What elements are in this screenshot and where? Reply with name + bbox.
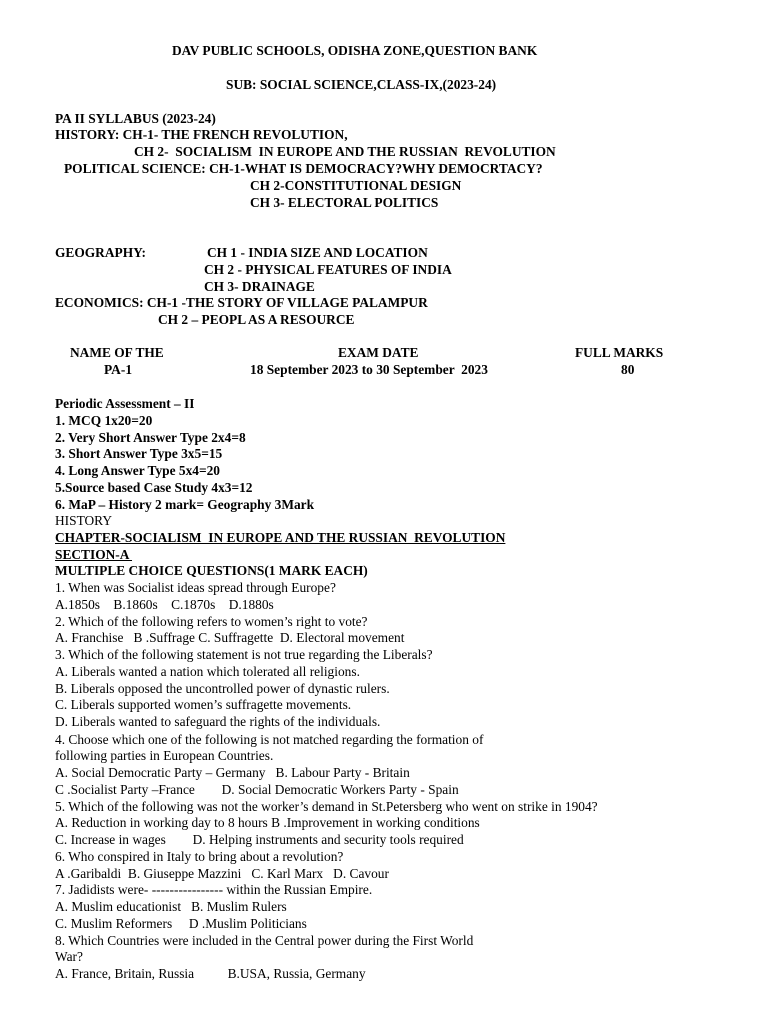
document-title: DAV PUBLIC SCHOOLS, ODISHA ZONE,QUESTION BANK [172,43,538,58]
pattern-item: 6. MaP – History 2 mark= Geography 3Mark [55,497,315,512]
question-line: A. Social Democratic Party – Germany B. Labour Party - Britain [55,765,410,780]
question-type-heading: MULTIPLE CHOICE QUESTIONS(1 MARK EACH) [55,563,368,578]
subject-line: SUB: SOCIAL SCIENCE,CLASS-IX,(2023-24) [226,77,497,92]
economics-chapter-2: CH 2 – PEOPL AS A RESOURCE [158,312,355,327]
economics-chapter-1: ECONOMICS: CH-1 -THE STORY OF VILLAGE PALAMPUR [55,295,428,310]
question-line: A .Garibaldi B. Giuseppe Mazzini C. Karl Marx D. Cavour [55,866,389,881]
question-line: C. Liberals supported women’s suffragette movements. [55,697,352,712]
exam-table-header-name: NAME OF THE [70,345,164,360]
question-line: A. France, Britain, Russia B.USA, Russia, Germany [55,966,366,981]
geography-chapter-2: CH 2 - PHYSICAL FEATURES OF INDIA [204,262,452,277]
syllabus-heading: PA II SYLLABUS (2023-24) [55,111,216,126]
pattern-item: 3. Short Answer Type 3x5=15 [55,446,223,461]
section-heading: SECTION-A [55,547,133,562]
question-line: D. Liberals wanted to safeguard the rights of the individuals. [55,714,381,729]
question-line: War? [55,949,83,964]
question-line: 8. Which Countries were included in the Central power during the First World [55,933,474,948]
chapter-heading: CHAPTER-SOCIALISM IN EUROPE AND THE RUSSIAN REVOLUTION [55,530,506,545]
question-line: C .Socialist Party –France D. Social Democratic Workers Party - Spain [55,782,459,797]
pattern-item: 4. Long Answer Type 5x4=20 [55,463,220,478]
question-line: 3. Which of the following statement is not true regarding the Liberals? [55,647,433,662]
exam-table-date: 18 September 2023 to 30 September 2023 [250,362,488,377]
section-subject: HISTORY [55,513,113,528]
question-line: 2. Which of the following refers to women’s right to vote? [55,614,368,629]
political-science-chapter-1: POLITICAL SCIENCE: CH-1-WHAT IS DEMOCRACY?WHY DEMOCRTACY? [64,161,543,176]
pattern-heading: Periodic Assessment – II [55,396,195,411]
question-line: 7. Jadidists were- ---------------- within the Russian Empire. [55,882,373,897]
pattern-item: 5.Source based Case Study 4x3=12 [55,480,253,495]
question-line: C. Muslim Reformers D .Muslim Politicians [55,916,307,931]
question-line: following parties in European Countries. [55,748,274,763]
question-line: 6. Who conspired in Italy to bring about a revolution? [55,849,344,864]
question-line: A. Muslim educationist B. Muslim Rulers [55,899,287,914]
exam-table-header-date: EXAM DATE [338,345,419,360]
question-line: 1. When was Socialist ideas spread through Europe? [55,580,336,595]
question-line: C. Increase in wages D. Helping instruments and security tools required [55,832,464,847]
question-line: B. Liberals opposed the uncontrolled power of dynastic rulers. [55,681,390,696]
pattern-item: 1. MCQ 1x20=20 [55,413,153,428]
question-line: A. Franchise B .Suffrage C. Suffragette D. Electoral movement [55,630,405,645]
geography-chapter-1: CH 1 - INDIA SIZE AND LOCATION [207,245,428,260]
question-line: 5. Which of the following was not the worker’s demand in St.Petersberg who went on strike in 1904? [55,799,598,814]
political-science-chapter-3: CH 3- ELECTORAL POLITICS [250,195,439,210]
question-line: 4. Choose which one of the following is not matched regarding the formation of [55,732,484,747]
question-line: A.1850s B.1860s C.1870s D.1880s [55,597,274,612]
geography-label: GEOGRAPHY: [55,245,147,260]
exam-table-header-marks: FULL MARKS [575,345,664,360]
political-science-chapter-2: CH 2-CONSTITUTIONAL DESIGN [250,178,462,193]
exam-table-marks: 80 [621,362,635,377]
question-line: A. Reduction in working day to 8 hours B .Improvement in working conditions [55,815,480,830]
history-chapter-2: CH 2- SOCIALISM IN EUROPE AND THE RUSSIAN REVOLUTION [134,144,556,159]
exam-table-name: PA-1 [104,362,133,377]
question-line: A. Liberals wanted a nation which tolerated all religions. [55,664,360,679]
history-chapter-1: HISTORY: CH-1- THE FRENCH REVOLUTION, [55,127,348,142]
geography-chapter-3: CH 3- DRAINAGE [204,279,315,294]
pattern-item: 2. Very Short Answer Type 2x4=8 [55,430,246,445]
